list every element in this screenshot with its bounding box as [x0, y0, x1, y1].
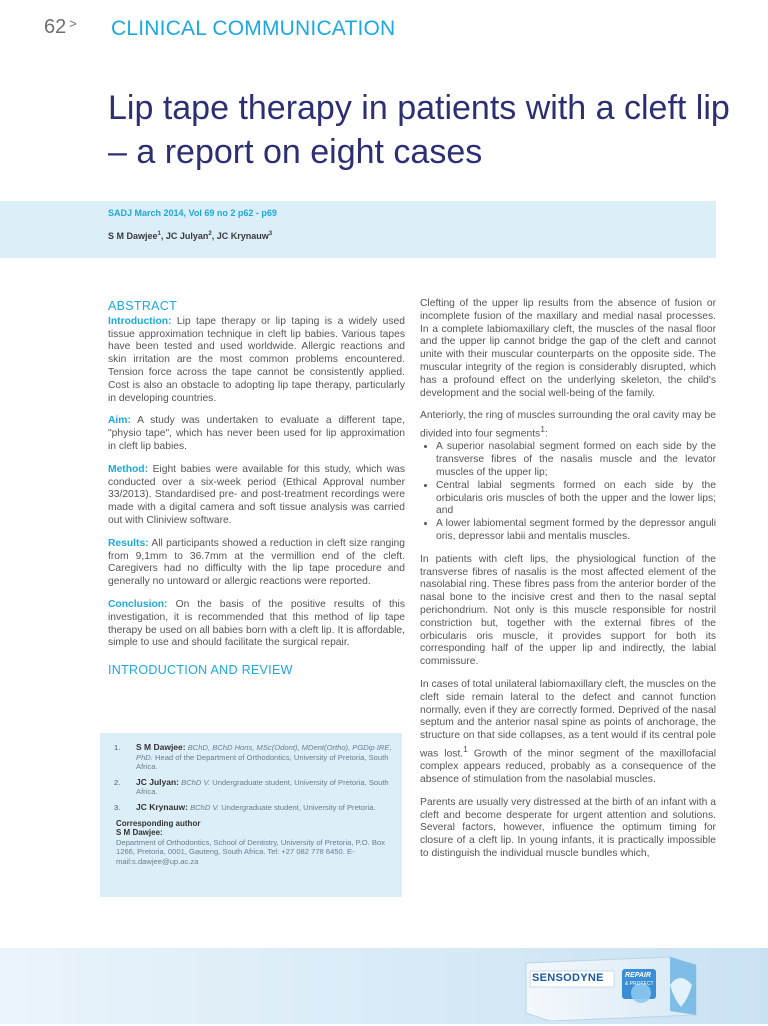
- ad-product: REPAIR: [625, 972, 651, 979]
- affiliation-number: 3.: [114, 802, 121, 812]
- body-paragraph: [420, 410, 716, 441]
- abstract-aim: [108, 415, 405, 453]
- section-label: CLINICAL COMMUNICATION: [111, 17, 396, 40]
- corresponding-label: Corresponding author: [116, 818, 201, 828]
- affiliation-item: [114, 743, 392, 772]
- para-text: Eight babies were available for this study, which was conducted over a six-week period (Ethical Approval number 33/2013). Standardised pre- and post-treatment recordings were made with a digital camera and soft tissue analysis was carried out with Cliniview software.: [108, 463, 405, 526]
- list-item: • A superior nasolabial segment formed on each side by the transverse fibres of the nasalis muscle and the levator muscles of the upper lip;: [436, 441, 716, 479]
- list-item: • A lower labiomental segment formed by the depressor anguli oris, depressor labii and mentalis muscles.: [436, 518, 716, 544]
- para-label: Aim:: [108, 415, 131, 427]
- affiliation-detail: Head of the Department of Orthodontics, University of Pretoria, South Africa.: [136, 752, 389, 772]
- author-name: JC Julyan: [165, 231, 209, 241]
- affiliation-degrees: BChD, BChD Hons, MSc(Odont), MDent(Ortho), PGDip IRE, PhD.: [136, 743, 392, 762]
- affiliation-name: JC Julyan:: [136, 776, 179, 787]
- ad-brand: SENSODYNE: [532, 972, 604, 984]
- left-column: [108, 300, 405, 680]
- corresponding-address: Department of Orthodontics, School of Dentistry, University of Pretoria, P.O. Box 1266, Pretoria, 0001, Gauteng, South Africa. Tel: +27 082 778 6450. E-mail:s.dawjee@up.ac.za: [116, 837, 385, 866]
- affiliation-text: [136, 743, 392, 772]
- ad-product-sub: & PROTECT: [625, 981, 654, 987]
- affiliation-degrees: BChD V.: [181, 777, 211, 787]
- body-paragraph: Parents are usually very distressed at the birth of an infant with a cleft and become desperate for urgent attention and solutions. Several factors, however, influence the optimum timing for closure of a cleft lip. In young infants, it is practically impossible to distinguish the individual muscle bundles which,: [420, 796, 716, 859]
- affiliations-box: [100, 733, 402, 897]
- para-text: Anteriorly, the ring of muscles surrounding the oral cavity may be divided into four segments: [420, 410, 716, 440]
- affiliation-name: JC Krynauw:: [136, 801, 188, 812]
- page-number: [44, 16, 77, 39]
- citation: SADJ March 2014, Vol 69 no 2 p62 - p69: [108, 208, 277, 218]
- para-text: On the basis of the positive results of this investigation, it is recommended that this method of lip tape therapy be used on all babies born with a cleft lip. It is affordable, simple to use and should facilitate the surgical repair.: [108, 598, 405, 649]
- abstract-heading: ABSTRACT: [108, 299, 178, 313]
- body-paragraph: In patients with cleft lips, the physiological function of the transverse fibres of nasalis is the most affected element of the nasolabial ring. These fibres pass from the anterior border of the nasal bone to the incisive crest and then to the nasal septal perichondrium. Not only is this muscle responsible for nostril constriction but, together with the external fibres of the orbicularis oris muscle, it provides support for both its corresponding half of the upper lip and indirectly, the labial commissure.: [420, 553, 716, 668]
- product-box-image: [520, 955, 698, 1021]
- affiliation-text: [136, 803, 376, 813]
- citation-sup: 1: [463, 743, 468, 754]
- right-column: [420, 298, 716, 871]
- para-text: In cases of total unilateral labiomaxillary cleft, the muscles on the cleft side remain lateral to the defect and cannot function normally, even if they are correctly formed. Deprived of the nasal septum and the anterior nasal spine as points of anchorage, the structure on that side collapses, as a tent would if its central pole was lost.: [420, 678, 716, 760]
- affiliation-item: [114, 778, 392, 797]
- corresponding-name: S M Dawjee:: [116, 828, 163, 838]
- para-text: Growth of the minor segment of the maxillofacial complex appears reduced, probably as a consequence of the absence of stimulation from the nasolabial muscles.: [420, 748, 716, 785]
- author-sup: 1: [157, 231, 161, 237]
- para-label: Method:: [108, 463, 149, 475]
- para-text: Lip tape therapy or lip taping is a widely used tissue approximation technique in cleft lip babies. Various tapes have been tested and used worldwide. Allergic reactions and skin irritation are the most common problems encountered. Tension force across the tape cannot be consistently applied. Cost is also an obstacle to adopting lip tape therapy, particularly in developing countries.: [108, 315, 405, 404]
- body-paragraph: Clefting of the upper lip results from the absence of fusion or incomplete fusion of the maxillary and medial nasal processes. In a complete labiomaxillary cleft, the muscles of the nasal floor and the upper lip cannot bridge the gap of the cleft and cannot unite with their muscular counterparts on the opposite side. The muscular integrity of the region is considerably disrupted, which has a profound effect on the underlying skeleton, the child's development and the social well-being of the family.: [420, 298, 716, 399]
- affiliation-number: 2.: [114, 777, 121, 787]
- author-line: S M Dawjee$^1$, JC Julyan$^2$, JC Krynauw$^3$: [108, 231, 273, 241]
- abstract-method: [108, 464, 405, 528]
- para-label: Conclusion:: [108, 598, 168, 610]
- body-paragraph: [420, 679, 716, 787]
- abstract-conclusion: [108, 599, 405, 650]
- affiliation-detail: Undergraduate student, University of Pretoria.: [219, 802, 376, 812]
- author-name: JC Krynauw: [216, 231, 269, 241]
- author-sup: 2: [208, 231, 212, 237]
- abstract-results: [108, 538, 405, 589]
- author-name: S M Dawjee: [108, 231, 158, 241]
- corresponding-author: [116, 819, 392, 867]
- para-text: All participants showed a reduction in cleft size ranging from 9,1mm to 36.7mm at the vermillion end of the cleft. Caregivers had no difficulty with the lip tape procedure and generally no untoward or allergic reactions were reported.: [108, 537, 405, 588]
- affiliation-text: [136, 778, 392, 797]
- abstract-introduction: [108, 316, 405, 406]
- affiliation-name: S M Dawjee:: [136, 742, 186, 752]
- page-number-value: 62: [44, 16, 67, 38]
- para-text: :: [544, 428, 548, 440]
- para-label: Introduction:: [108, 315, 172, 327]
- list-item: • Central labial segments formed on each side by the orbicularis oris muscles of both the upper and the lower lips; and: [436, 480, 716, 518]
- author-sup: 3: [268, 231, 273, 237]
- affiliation-item: [114, 803, 392, 813]
- sensodyne-advert[interactable]: [520, 955, 698, 1021]
- citation-sup: 1: [540, 424, 545, 435]
- affiliation-number: 1.: [114, 743, 121, 752]
- intro-heading: INTRODUCTION AND REVIEW: [108, 663, 293, 678]
- affiliation-degrees: BChD V.: [190, 802, 220, 812]
- article-title: Lip tape therapy in patients with a cleft lip – a report on eight cases: [108, 89, 730, 171]
- muscle-segment-list: [420, 441, 716, 543]
- affiliation-detail: Undergraduate student, University of Pretoria, South Africa.: [136, 777, 389, 797]
- para-label: Results:: [108, 537, 149, 549]
- para-text: A study was undertaken to evaluate a different tape, "physio tape", which has never been used for lip approximation in cleft lip babies.: [108, 415, 405, 452]
- affiliation-list: [114, 743, 392, 813]
- chevron-right-icon: >: [69, 16, 77, 31]
